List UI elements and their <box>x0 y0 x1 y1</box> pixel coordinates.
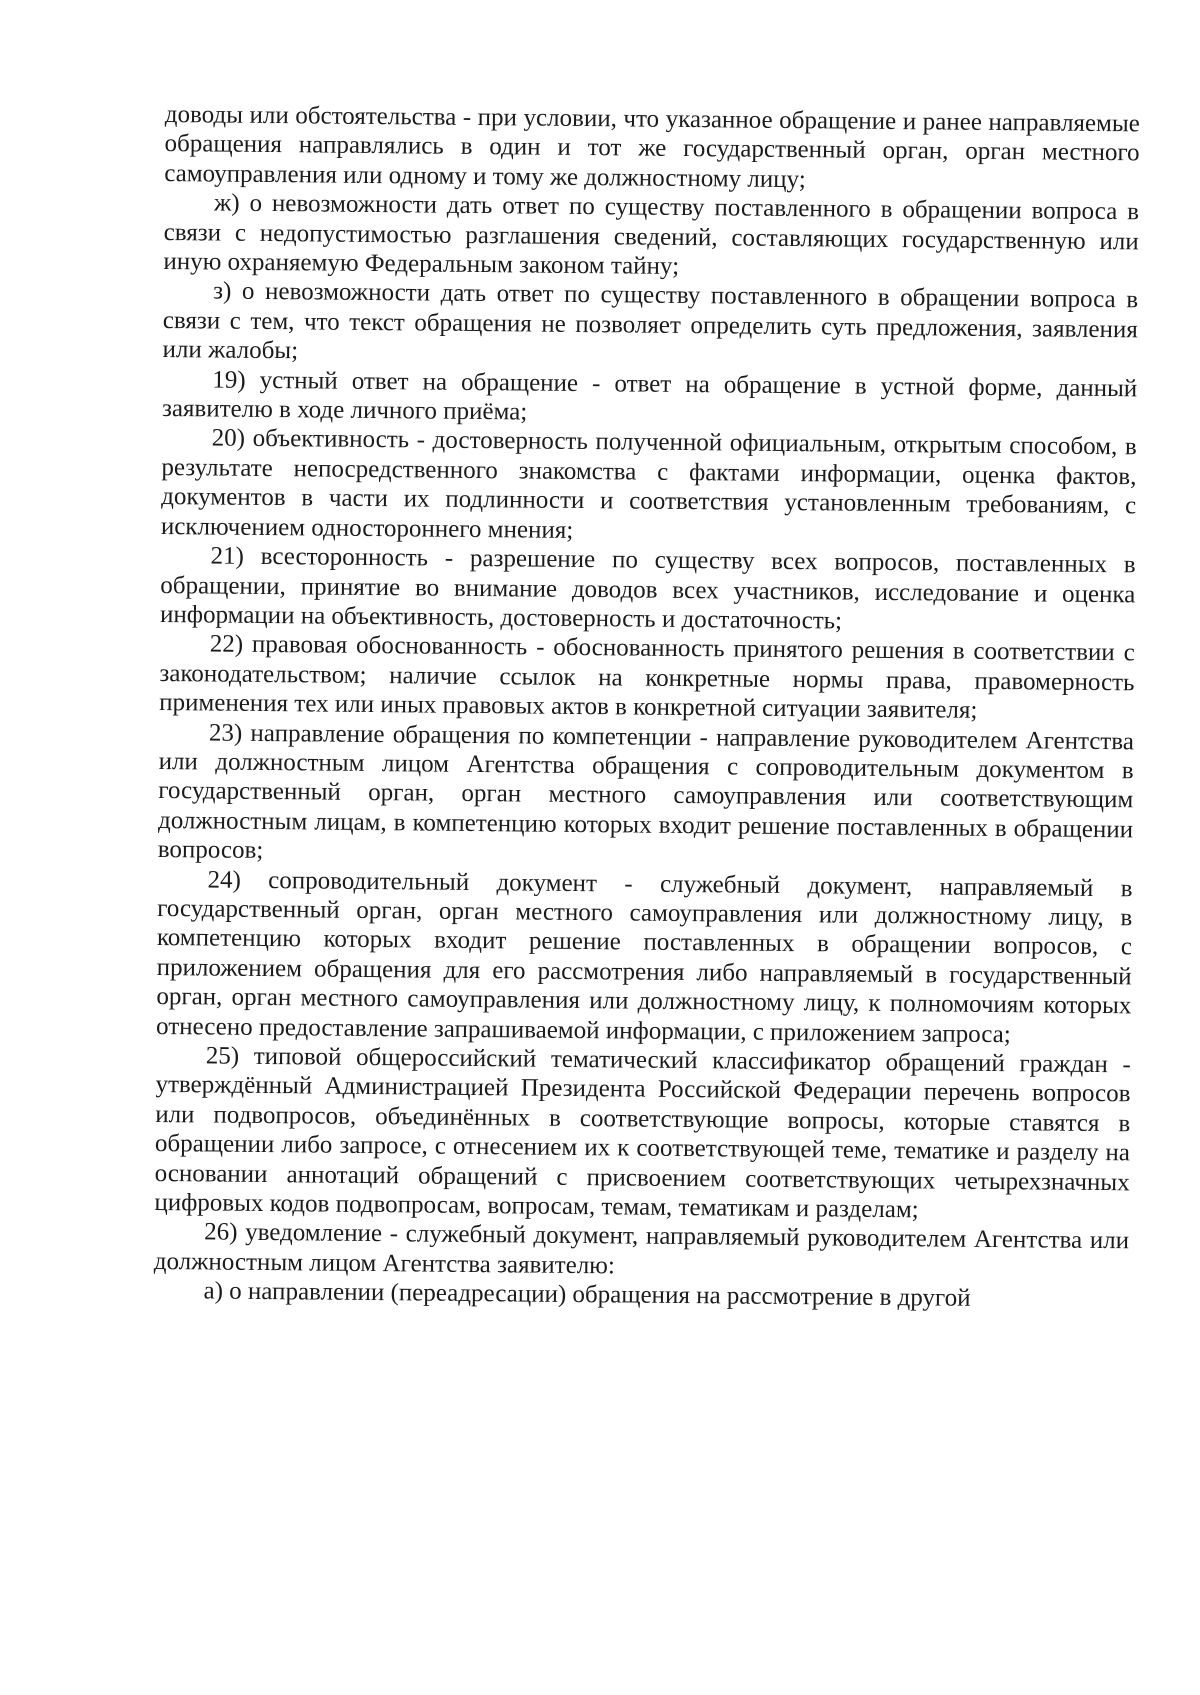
paragraph-item-zh: ж) о невозможности дать ответ по существу поставленного в обращении вопроса в связи с недопустимостью разглашения сведений, составляющих государственную или иную охраняемую Федеральным законом тайну; <box>163 189 1140 280</box>
paragraph-item-21: 21) всесторонность - разрешение по существу всех вопросов, поставленных в обращении, принятие во внимание доводов всех участников, исследование и оценка информации на объективность, достоверность и достаточность; <box>159 542 1136 635</box>
paragraph-item-a: а) о направлении (переадресации) обращения на рассмотрение в другой <box>203 1277 971 1313</box>
paragraph-item-z: з) о невозможности дать ответ по существу поставленного в обращении вопроса в связи с тем, что текст обращения не позволяет определить суть предложения, заявления или жалобы; <box>162 277 1139 365</box>
paragraph-item-20: 20) объективность - достоверность полученной официальным, открытым способом, в результате непосредственного знакомства с фактами информации, оценка фактов, документов в части их подлинности и соответствия установленным требованиям, с исключением одностороннего мнения; <box>160 424 1137 544</box>
document-body <box>153 100 1140 1315</box>
paragraph-item-25: 25) типовой общероссийский тематический классификатор обращений граждан - утверждённый Администрацией Президента Российской Федерации перечень вопросов или подвопросов, объединённых в соответствующие вопросы, которые ставятся в обращении либо запросе, с отнесением их к соответствующей теме, тематике и разделу на основании аннотаций обращений с присвоением соответствующих четырехзначных цифровых кодов подвопросам, вопросам, темам, тематикам и разделам; <box>154 1042 1131 1224</box>
paragraph-item-24: 24) сопроводительный документ - служебный документ, направляемый в государственный орган, орган местного самоуправления или должностному лицу, в компетенцию которых входит решение поставленных в обращении вопросов, с приложением обращения для его рассмотрения либо направляемый в государственный орган, орган местного самоуправления или должностному лицу, к полномочиям которых отнесено предоставление запрашиваемой информации, с приложением запроса; <box>155 866 1133 1048</box>
paragraph-continuation: доводы или обстоятельства - при условии, что указанное обращение и ранее направляемые обращения направлялись в один и тот же государственный орган, орган местного самоуправления или одному и тому же должностному лицу; <box>164 100 1140 193</box>
paragraph-item-19: 19) устный ответ на обращение - ответ на обращение в устной форме, данный заявителю в ходе личного приёма; <box>161 366 1138 426</box>
paragraph-item-22: 22) правовая обоснованность - обоснованность принятого решения в соответствии с законодательством; наличие ссылок на конкретные нормы права, правомерность применения тех или иных правовых актов в конкретной ситуации заявителя; <box>159 630 1135 724</box>
paragraph-item-26: 26) уведомление - служебный документ, направляемый руководителем Агентства или должностным лицом Агентства заявителю: <box>153 1218 1130 1280</box>
paragraph-item-23: 23) направление обращения по компетенции - направление руководителем Агентства или должностным лицом Агентства обращения с сопроводительным документом в государственный орган, орган местного самоуправления или соответствующим должностным лицам, в компетенцию которых входит решение поставленных в обращении вопросов; <box>157 718 1135 865</box>
